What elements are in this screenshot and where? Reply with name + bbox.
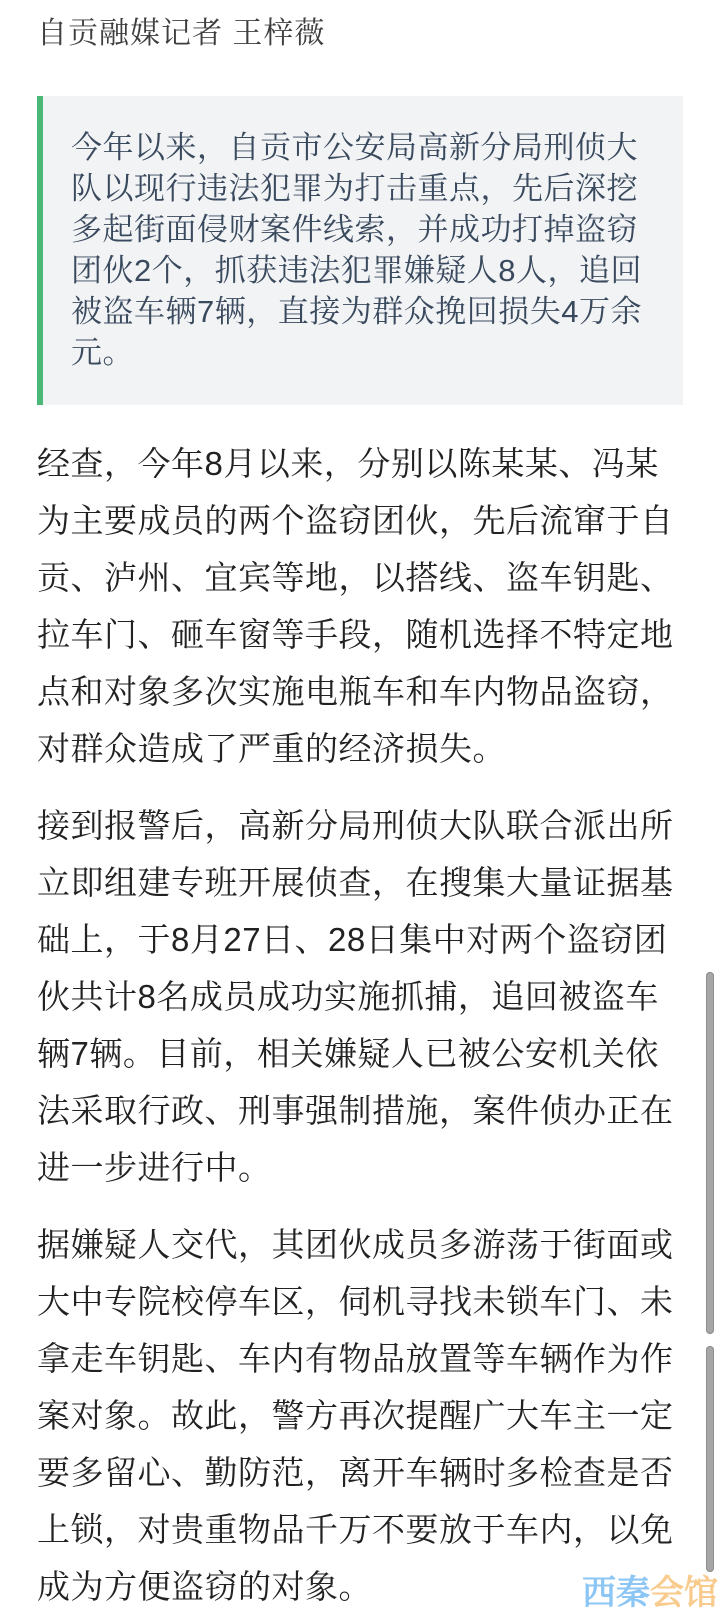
article-body bbox=[37, 435, 683, 1615]
article-byline: 自贡融媒记者 王梓薇 bbox=[37, 17, 326, 50]
scrollbar-thumb[interactable] bbox=[706, 1346, 714, 1572]
article-paragraph: 接到报警后，高新分局刑侦大队联合派出所立即组建专班开展侦查，在搜集大量证据基础上，于8月27日、28日集中对两个盗窃团伙共计8名成员成功实施抓捕，追回被盗车辆7辆。目前，相关嫌疑人已被公安机关依法采取行政、刑事强制措施，案件侦办正在进一步进行中。 bbox=[37, 807, 674, 1186]
article-paragraph: 经查，今年8月以来，分别以陈某某、冯某为主要成员的两个盗窃团伙，先后流窜于自贡、泸州、宜宾等地，以搭线、盗车钥匙、拉车门、砸车窗等手段，随机选择不特定地点和对象多次实施电瓶车和车内物品盗窃，对群众造成了严重的经济损失。 bbox=[37, 445, 674, 767]
watermark-text-orange: 会馆 bbox=[650, 1574, 718, 1612]
watermark-text-blue: 西秦 bbox=[582, 1574, 650, 1612]
scrollbar-thumb[interactable] bbox=[706, 972, 714, 1334]
article-paragraph: 据嫌疑人交代，其团伙成员多游荡于街面或大中专院校停车区，伺机寻找未锁车门、未拿走车钥匙、车内有物品放置等车辆作为作案对象。故此，警方再次提醒广大车主一定要多留心、勤防范，离开车辆时多检查是否上锁，对贵重物品千万不要放于车内，以免成为方便盗窃的对象。 bbox=[37, 1226, 674, 1605]
summary-quote-block bbox=[37, 96, 683, 405]
watermark bbox=[582, 1565, 718, 1614]
summary-quote-text: 今年以来，自贡市公安局高新分局刑侦大队以现行违法犯罪为打击重点，先后深挖多起街面侵财案件线索，并成功打掉盗窃团伙2个，抓获违法犯罪嫌疑人8人，追回被盗车辆7辆，直接为群众挽回损失4万余元。 bbox=[71, 130, 642, 370]
